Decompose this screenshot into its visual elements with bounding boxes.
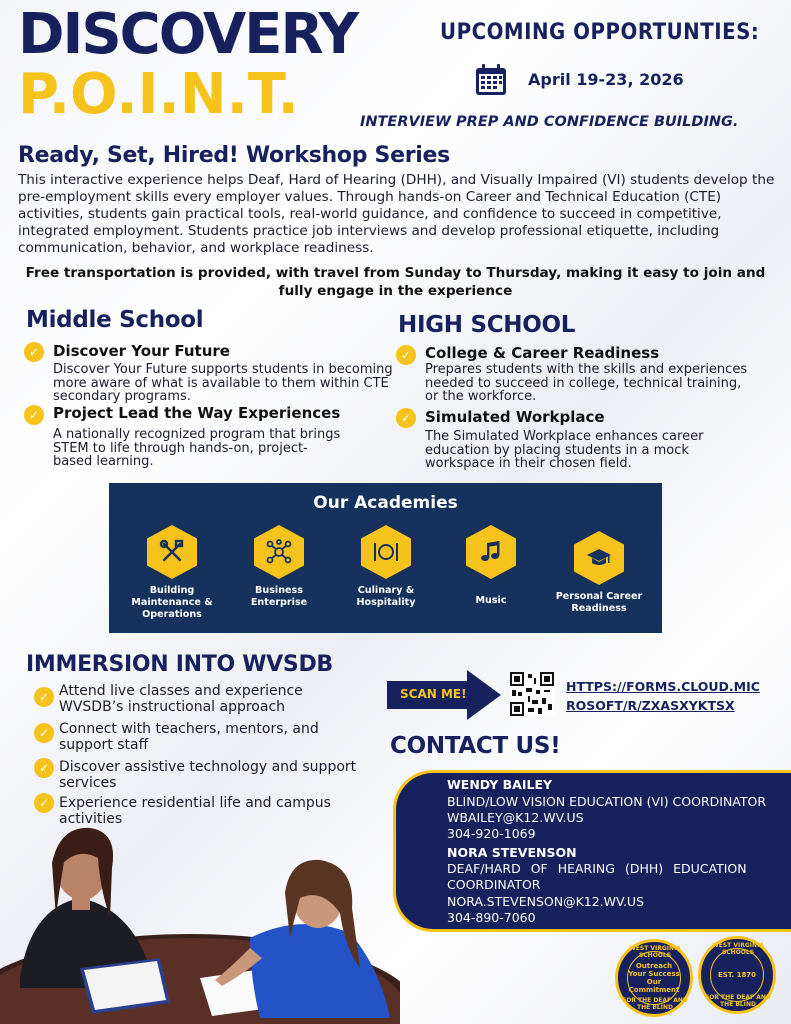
academies-title: Our Academies: [313, 493, 458, 513]
contact-role: DEAF/HARD OF HEARING (DHH) EDUCATION COORDINATOR: [447, 861, 747, 892]
hs-item-title: Simulated Workplace: [425, 408, 605, 426]
upcoming-heading: UPCOMING OPPORTUNTIES:: [440, 20, 760, 45]
ms-item-body: Discover Your Future supports students in becoming more aware of what is available to them within CTE secondary programs.: [53, 362, 393, 404]
network-icon: [254, 525, 304, 579]
tools-icon: [147, 525, 197, 579]
check-icon: ✓: [24, 342, 44, 362]
workshop-description: This interactive experience helps Deaf, Hard of Hearing (DHH), and Visually Impaired (VI) students develop the pre-employment skills every employer values. Through hands-on Career and Technical Education (CTE) activities, students gain practical tools, real-world guidance, and confidence to succeed in competitive, integrated employment. Students practice job interviews and develop professional etiquette, including communication, behavior, and workplace readiness.: [18, 172, 775, 256]
seal-ring-text: FOR THE DEAF AND THE BLIND: [622, 997, 688, 1011]
contact-email[interactable]: NORA.STEVENSON@K12.WV.US: [447, 894, 644, 909]
seal-ring-text: WEST VIRGINIA SCHOOLS: [629, 945, 681, 959]
transport-note: Free transportation is provided, with travel from Sunday to Thursday, making it easy to join and fully engage in the experience: [25, 265, 766, 299]
workshop-title: Ready, Set, Hired! Workshop Series: [18, 143, 450, 168]
music-note-icon: [466, 525, 516, 579]
contact-name: WENDY BAILEY: [447, 777, 553, 792]
contact-name: NORA STEVENSON: [447, 845, 577, 860]
seal-ring-text: WEST VIRGINIA SCHOOLS: [712, 942, 764, 956]
qr-code-icon[interactable]: [510, 672, 554, 716]
students-photo: [0, 818, 400, 1024]
ms-item-title: Project Lead the Way Experiences: [53, 404, 341, 422]
program-name: P.O.I.N.T.: [18, 62, 299, 127]
academy-career-readiness: [549, 531, 649, 615]
event-subtitle: INTERVIEW PREP AND CONFIDENCE BUILDING.: [360, 114, 739, 130]
check-icon: ✓: [396, 408, 416, 428]
contact-title: CONTACT US!: [390, 733, 561, 759]
academy-label: Building Maintenance & Operations: [131, 585, 213, 620]
academy-label: Personal Career Readiness: [555, 591, 643, 614]
contact-panel: [393, 770, 791, 932]
contact-phone[interactable]: 304-890-7060: [447, 910, 536, 925]
check-icon: ✓: [24, 405, 44, 425]
check-icon: ✓: [34, 758, 54, 778]
calendar-icon: [474, 63, 508, 97]
academy-culinary: [336, 525, 436, 609]
immersion-title: IMMERSION INTO WVSDB: [26, 652, 333, 677]
contact-phone[interactable]: 304-920-1069: [447, 826, 536, 841]
academy-label: Business Enterprise: [250, 585, 308, 608]
ms-item-title: Discover Your Future: [53, 342, 230, 360]
high-school-title: HIGH SCHOOL: [398, 312, 576, 338]
hs-item-body: Prepares students with the skills and experiences needed to succeed in college, technical training, or the workforce.: [425, 362, 748, 404]
seal-ring-text: FOR THE DEAF AND THE BLIND: [705, 994, 771, 1008]
academies-panel: [109, 483, 662, 633]
hs-item-title: College & Career Readiness: [425, 344, 660, 362]
contact-role: BLIND/LOW VISION EDUCATION (VI) COORDINATOR: [447, 794, 767, 809]
dining-icon: [361, 525, 411, 579]
page-title: DISCOVERY: [18, 2, 358, 67]
check-icon: ✓: [396, 345, 416, 365]
ms-item-body: A nationally recognized program that brings STEM to life through hands-on, project-based learning.: [53, 427, 341, 469]
middle-school-title: Middle School: [26, 307, 204, 333]
check-icon: ✓: [34, 723, 54, 743]
immersion-item: Connect with teachers, mentors, and support staff: [59, 721, 319, 753]
immersion-item: Attend live classes and experience WVSDB’s instructional approach: [59, 683, 303, 715]
immersion-item: Experience residential life and campus activities: [59, 795, 331, 827]
wvsdb-outreach-seal: [615, 939, 693, 1017]
form-link[interactable]: HTTPS://FORMS.CLOUD.MICROSOFT/R/ZXASXYKTSX: [566, 679, 760, 713]
academy-label: Culinary & Hospitality: [356, 585, 416, 608]
wvsdb-seal: [698, 936, 776, 1014]
event-date: April 19-23, 2026: [528, 70, 684, 89]
academy-music: [441, 525, 541, 607]
academy-building-maintenance: [122, 525, 222, 621]
check-icon: ✓: [34, 793, 54, 813]
seal-center-text: EST. 1870: [710, 948, 764, 1002]
contact-email[interactable]: WBAILEY@K12.WV.US: [447, 810, 584, 825]
immersion-item: Discover assistive technology and support services: [59, 759, 357, 791]
graduation-cap-icon: [574, 531, 624, 585]
seal-center-text: Outreach Your Success Our Commitment: [627, 951, 681, 1005]
academy-label: Music: [475, 595, 507, 606]
check-icon: ✓: [34, 687, 54, 707]
scan-label: SCAN ME!: [400, 687, 467, 701]
hs-item-body: The Simulated Workplace enhances career education by placing students in a mock workspace in their chosen field.: [425, 429, 704, 471]
academy-business-enterprise: [229, 525, 329, 609]
